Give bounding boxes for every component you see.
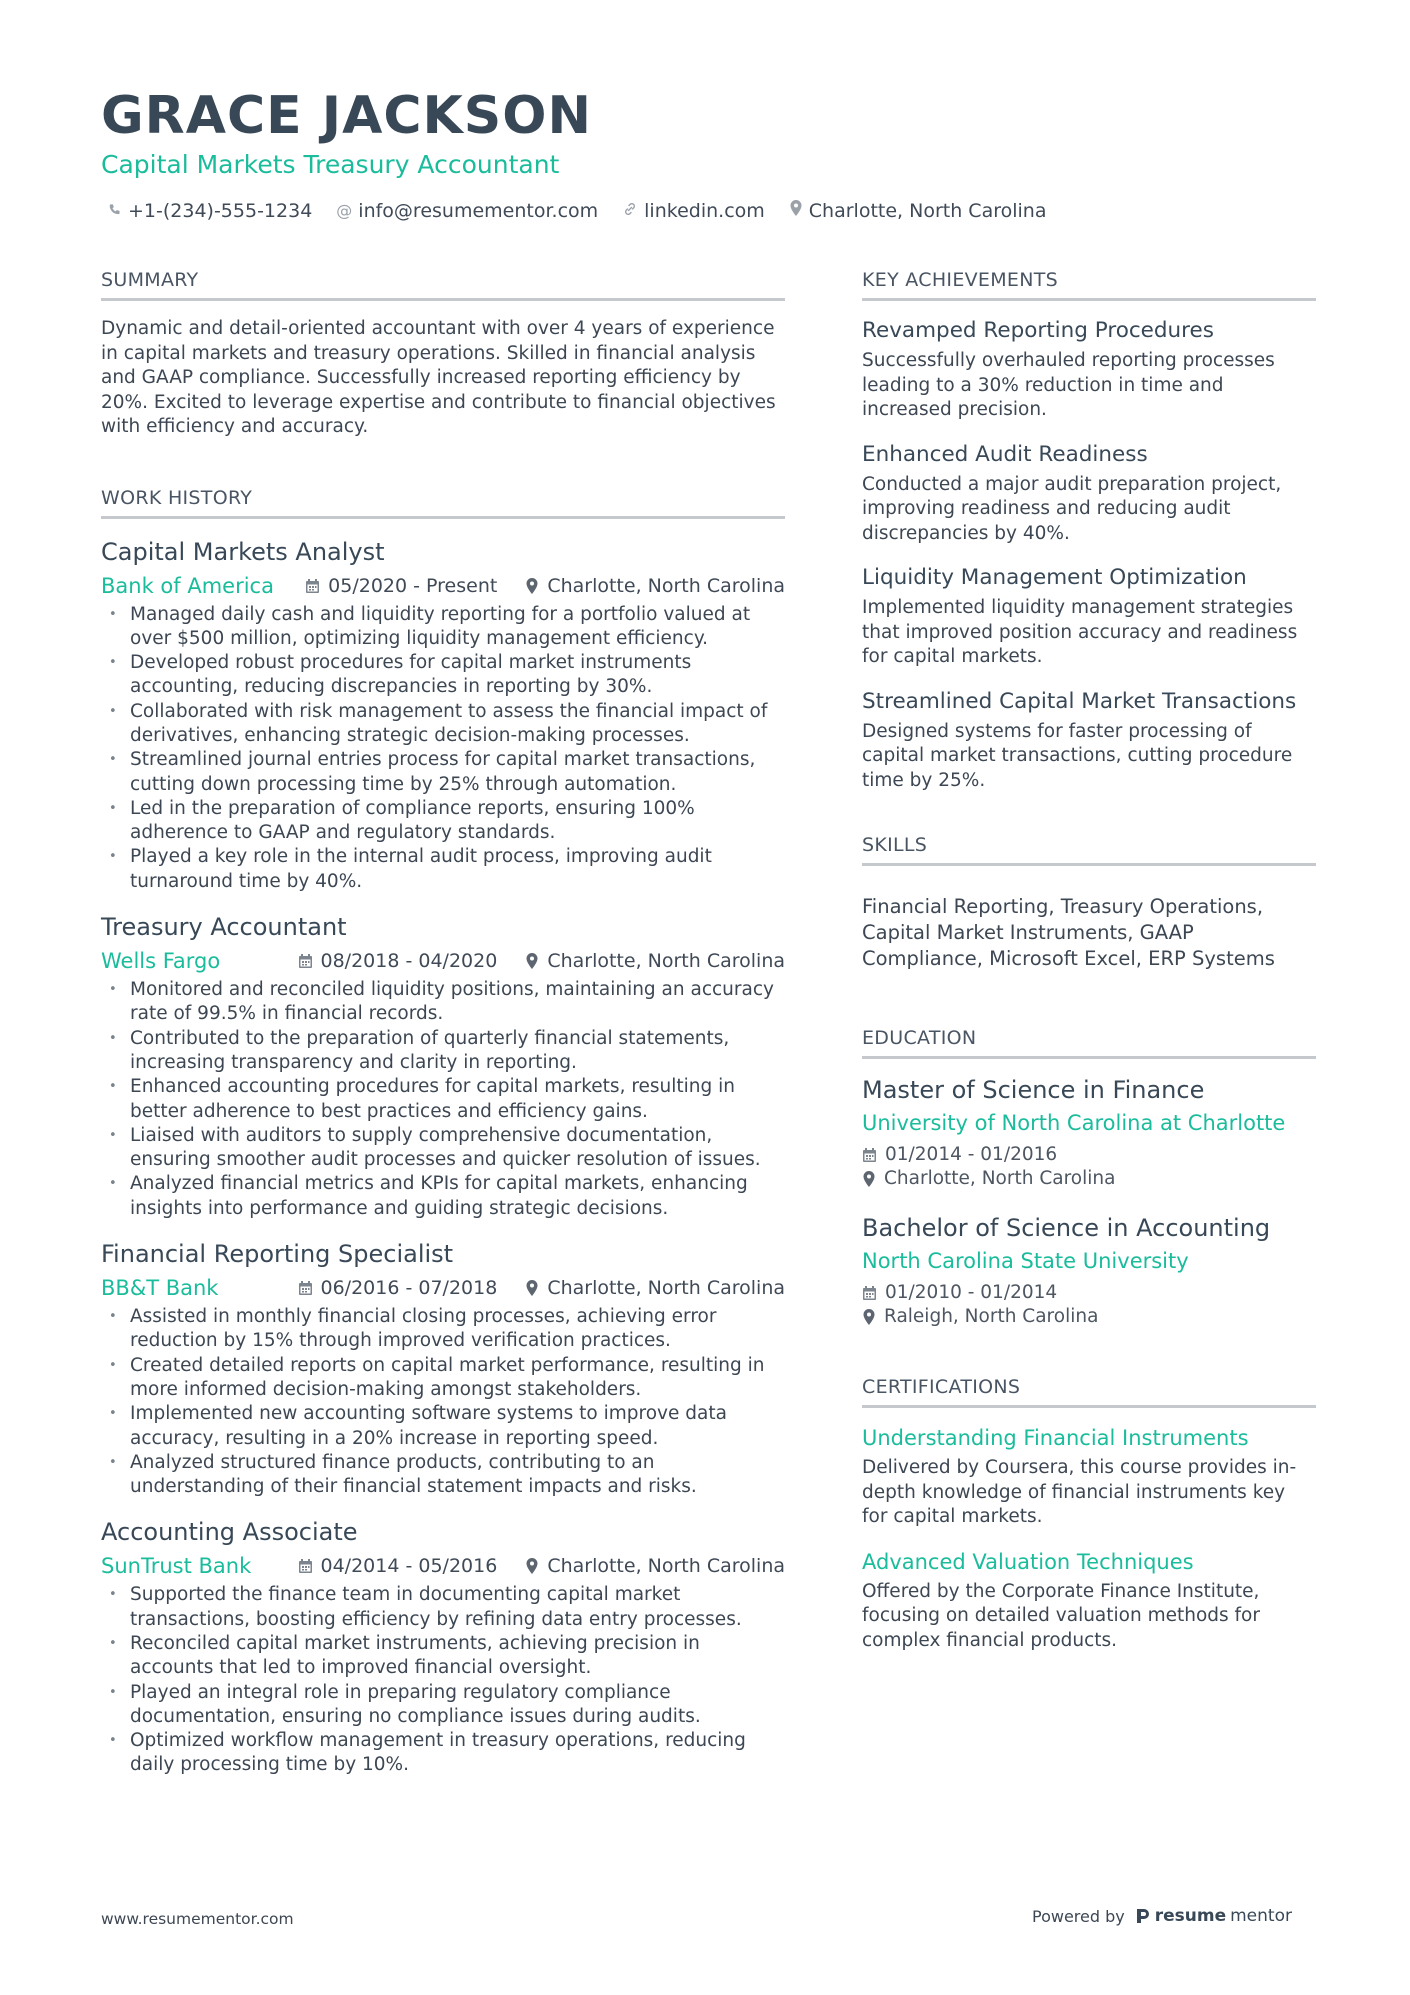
achievement-item [862, 564, 1316, 670]
contact-email[interactable] [336, 199, 598, 223]
work-history-section [101, 486, 785, 1778]
map-pin-icon [525, 1279, 539, 1297]
calendar-icon [298, 953, 313, 969]
list-item: • Implemented new accounting software systems to improve data accuracy, resulting in a 20% increase in reporting speed. [101, 1402, 785, 1451]
skills-section [862, 833, 1316, 972]
job-dates [298, 950, 498, 972]
job-location [525, 1555, 785, 1577]
achievement-title: Liquidity Management Optimization [862, 565, 1247, 590]
list-item: • Collaborated with risk management to assess the financial impact of derivatives, enhancing strategic decision-making processes. [101, 700, 785, 749]
cert-desc: Delivered by Coursera, this course provides in-depth knowledge of financial instruments key for capital markets. [862, 1457, 1297, 1527]
edu-location [862, 1167, 1316, 1191]
company-name: BB&T Bank [101, 1276, 219, 1301]
list-item: • Liaised with auditors to supply comprehensive documentation, ensuring smoother audit processes and quicker resolution of issues. [101, 1124, 785, 1173]
job-bullets [101, 603, 785, 895]
certification-item [862, 1548, 1316, 1654]
edu-location-text: Raleigh, North Carolina [884, 1306, 1099, 1327]
company-name: Bank of America [101, 573, 274, 598]
map-pin-icon [525, 577, 539, 595]
job-location [525, 1277, 785, 1299]
achievement-title: Enhanced Audit Readiness [862, 441, 1148, 467]
edu-degree: Master of Science in Finance [862, 1076, 1205, 1104]
powered-by [1032, 1906, 1292, 1926]
list-item: • Supported the finance team in documenting capital market transactions, boosting efficiency by refining data entry processes. [101, 1583, 785, 1632]
education-item [862, 1075, 1316, 1191]
job-title: Capital Markets Analyst [101, 537, 385, 566]
certification-item [862, 1424, 1316, 1530]
phone-text: +1-(234)-555-1234 [128, 200, 313, 222]
list-item: • Played an integral role in preparing regulatory compliance documentation, ensuring no compliance issues during audits. [101, 1681, 785, 1730]
job-dates-text: 05/2020 - Present [328, 574, 498, 597]
list-item: • Reconciled capital market instruments, achieving precision in accounts that led to improved financial oversight. [101, 1632, 785, 1681]
edu-location-text: Charlotte, North Carolina [884, 1168, 1116, 1189]
achievement-desc: Conducted a major audit preparation project, improving readiness and reducing audit discrepancies by 40%. [862, 473, 1282, 544]
achievement-desc: Designed systems for faster processing of capital market transactions, cutting procedure time by 25%. [862, 720, 1293, 791]
job-entry [101, 537, 785, 895]
contact-location [789, 199, 1047, 223]
cert-title: Advanced Valuation Techniques [862, 1549, 1194, 1574]
email-text: info@resumementor.com [358, 200, 599, 222]
calendar-icon [298, 1558, 313, 1574]
job-location-text: Charlotte, North Carolina [547, 1555, 785, 1578]
achievement-item [862, 317, 1316, 423]
list-item: • Streamlined journal entries process for capital market transactions, cutting down processing time by 25% through automation. [101, 748, 785, 797]
left-column [101, 268, 785, 1778]
job-meta [101, 1553, 785, 1579]
map-pin-icon [525, 952, 539, 970]
achievement-title: Streamlined Capital Market Transactions [862, 688, 1297, 714]
job-location [525, 575, 785, 597]
edu-dates [862, 1281, 1316, 1305]
job-entry [101, 1239, 785, 1499]
calendar-icon [862, 1147, 877, 1163]
job-location-text: Charlotte, North Carolina [547, 574, 785, 597]
list-item: • Optimized workflow management in treasury operations, reducing daily processing time by 10%. [101, 1729, 785, 1778]
brand-name-light: mentor [1230, 1906, 1292, 1926]
map-pin-icon [525, 1557, 539, 1575]
cert-title: Understanding Financial Instruments [862, 1426, 1249, 1450]
cert-desc: Offered by the Corporate Finance Institute, focusing on detailed valuation methods for complex financial products. [862, 1580, 1260, 1651]
job-meta [101, 1275, 785, 1301]
linkedin-text: linkedin.com [644, 200, 765, 222]
edu-dates-text: 01/2010 - 01/2014 [885, 1282, 1058, 1303]
education-section [862, 1026, 1316, 1329]
phone-icon [108, 199, 122, 223]
achievement-desc: Successfully overhauled reporting processes leading to a 30% reduction in time and increased precision. [862, 350, 1275, 420]
job-bullets [101, 978, 785, 1221]
edu-school: North Carolina State University [862, 1249, 1189, 1273]
map-pin-icon [862, 1308, 876, 1326]
job-bullets [101, 1583, 785, 1777]
achievement-desc: Implemented liquidity management strategies that improved position accuracy and readiness for capital markets. [862, 597, 1298, 667]
powered-by-label: Powered by [1032, 1906, 1125, 1926]
brand-icon [1135, 1907, 1151, 1925]
achievement-item [862, 688, 1316, 794]
education-item [862, 1213, 1316, 1329]
edu-school: University of North Carolina at Charlotte [862, 1111, 1286, 1135]
list-item: • Monitored and reconciled liquidity positions, maintaining an accuracy rate of 99.5% in financial records. [101, 978, 785, 1027]
job-location [525, 950, 785, 972]
location-text: Charlotte, North Carolina [808, 200, 1047, 222]
job-location-text: Charlotte, North Carolina [547, 1277, 785, 1300]
contact-linkedin[interactable] [622, 199, 765, 223]
edu-degree: Bachelor of Science in Accounting [862, 1214, 1271, 1242]
edu-dates-text: 01/2014 - 01/2016 [885, 1144, 1058, 1165]
at-icon: @ [336, 201, 353, 220]
list-item: • Created detailed reports on capital market performance, resulting in more informed decision-making amongst stakeholders. [101, 1354, 785, 1403]
right-column [862, 268, 1316, 1653]
achievement-title: Revamped Reporting Procedures [862, 318, 1214, 343]
edu-location [862, 1305, 1316, 1329]
brand-name-bold: resume [1154, 1906, 1227, 1926]
job-dates-text: 04/2014 - 05/2016 [320, 1555, 498, 1578]
job-title: Accounting Associate [101, 1518, 358, 1547]
calendar-icon [305, 578, 320, 594]
job-location-text: Charlotte, North Carolina [547, 950, 785, 973]
list-item: • Played a key role in the internal audit process, improving audit turnaround time by 40%. [101, 845, 785, 894]
skills-text: Financial Reporting, Treasury Operations, Capital Market Instruments, GAAP Compliance, Microsoft Excel, ERP Systems [862, 895, 1275, 970]
achievements-heading: KEY ACHIEVEMENTS [862, 268, 1316, 301]
map-pin-icon [789, 199, 803, 223]
contact-bar [108, 199, 1046, 223]
achievement-item [862, 441, 1316, 547]
candidate-title: Capital Markets Treasury Accountant [101, 150, 560, 179]
list-item: • Enhanced accounting procedures for capital markets, resulting in better adherence to best practices and efficiency gains. [101, 1075, 785, 1124]
summary-text: Dynamic and detail-oriented accountant with over 4 years of experience in capital markets and treasury operations. Skilled in financial analysis and GAAP compliance. Successfully increased reporting efficiency by 20%. Excited to leverage expertise and contribute to financial objectives with efficiency and accuracy. [101, 318, 776, 437]
job-bullets [101, 1305, 785, 1499]
job-dates-text: 06/2016 - 07/2018 [320, 1277, 498, 1300]
list-item: • Contributed to the preparation of quarterly financial statements, increasing transparency and clarity in reporting. [101, 1027, 785, 1076]
list-item: • Analyzed structured finance products, contributing to an understanding of their financial statement impacts and risks. [101, 1451, 785, 1500]
list-item: • Led in the preparation of compliance reports, ensuring 100% adherence to GAAP and regulatory standards. [101, 797, 785, 846]
job-dates [298, 1555, 498, 1577]
brand-logo[interactable] [1135, 1906, 1292, 1926]
job-dates [298, 1277, 498, 1299]
skills-heading: SKILLS [862, 833, 1316, 866]
edu-dates [862, 1143, 1316, 1167]
work-history-heading: WORK HISTORY [101, 486, 785, 519]
map-pin-icon [862, 1170, 876, 1188]
job-meta [101, 573, 785, 599]
list-item: • Assisted in monthly financial closing processes, achieving error reduction by 15% through improved verification practices. [101, 1305, 785, 1354]
company-name: SunTrust Bank [101, 1554, 252, 1579]
job-dates-text: 08/2018 - 04/2020 [320, 950, 498, 973]
company-name: Wells Fargo [101, 949, 221, 974]
job-entry [101, 912, 785, 1221]
achievements-section [862, 268, 1316, 793]
link-icon [622, 199, 638, 223]
calendar-icon [862, 1285, 877, 1301]
job-title: Financial Reporting Specialist [101, 1240, 454, 1269]
summary-section [101, 268, 785, 440]
list-item: • Developed robust procedures for capital market instruments accounting, reducing discrepancies in reporting by 30%. [101, 651, 785, 700]
education-heading: EDUCATION [862, 1026, 1316, 1059]
job-title: Treasury Accountant [101, 913, 347, 942]
contact-phone[interactable] [108, 199, 312, 223]
job-dates [305, 575, 497, 597]
certifications-heading: CERTIFICATIONS [862, 1375, 1316, 1408]
job-entry [101, 1517, 785, 1777]
footer-url[interactable]: www.resumementor.com [101, 1910, 294, 1928]
certifications-section [862, 1375, 1316, 1653]
calendar-icon [298, 1280, 313, 1296]
summary-heading: SUMMARY [101, 268, 785, 301]
job-meta [101, 948, 785, 974]
list-item: • Analyzed financial metrics and KPIs for capital markets, enhancing insights into performance and guiding strategic decisions. [101, 1172, 785, 1221]
list-item: • Managed daily cash and liquidity reporting for a portfolio valued at over $500 million, optimizing liquidity management efficiency. [101, 603, 785, 652]
candidate-name: GRACE JACKSON [101, 86, 592, 146]
